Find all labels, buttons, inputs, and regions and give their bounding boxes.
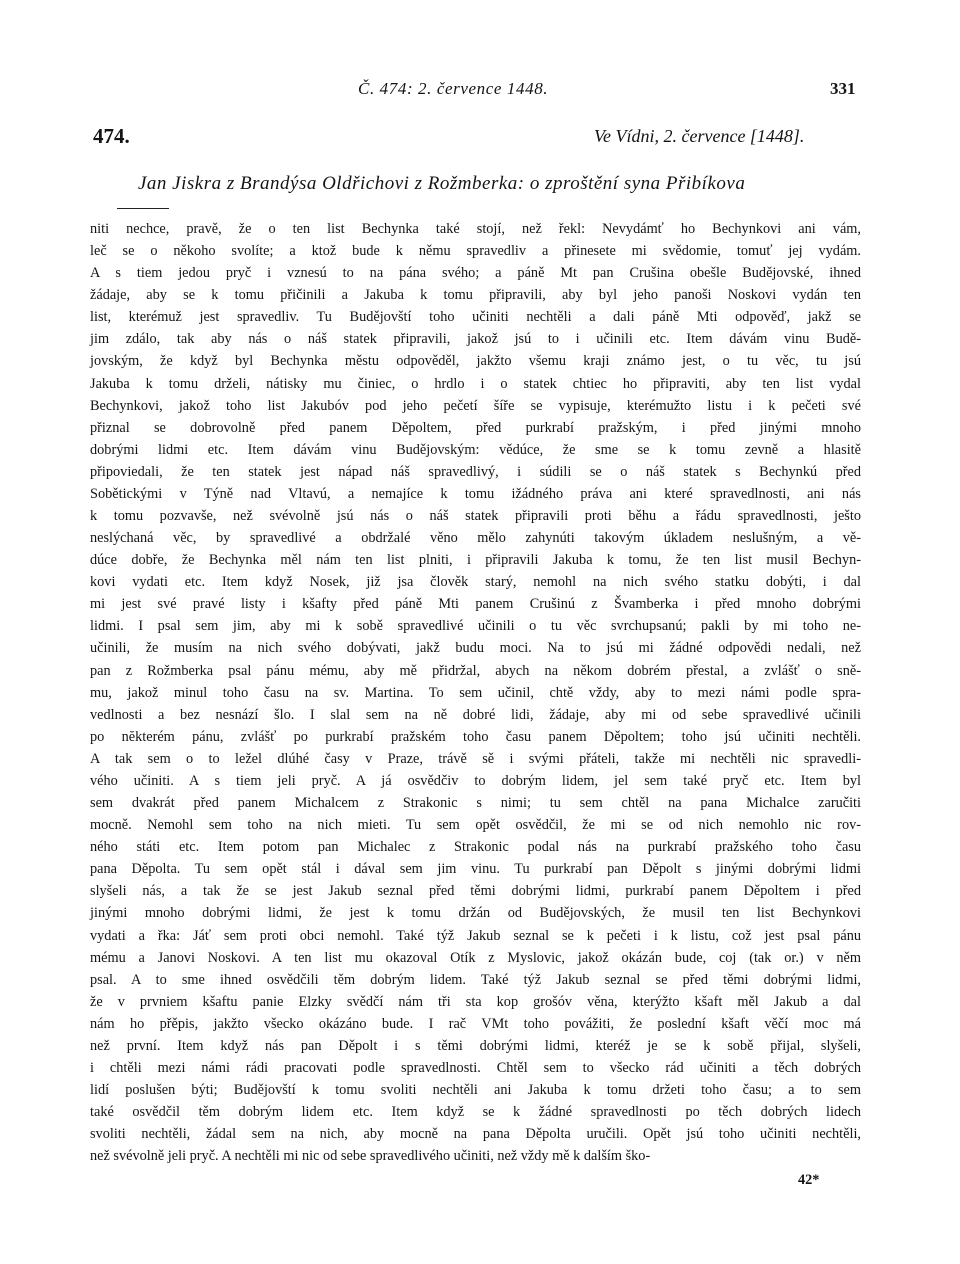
text-line: po nĕkterém pánu, zvlášť po purkrabí pražském toho času panem Děpoltem; toho jsú učiniti nechtěli. <box>90 728 861 745</box>
text-line: A s tiem jedou pryč i vznesú to na pána svého; a páně Mt pan Crušina obešle Budějovské, ihned <box>90 265 861 282</box>
text-line: než první. Item když nás pan Děpolt i s těmi dobrými lidmi, kteréž je se k sobě přijal, slyšeli, <box>90 1037 861 1054</box>
text-line: k tomu pozvavše, než svévolně jsú nás o náš statek připravili proti běhu a řádu spravedlnosti, ješto <box>90 508 861 525</box>
text-line: Jakuba k tomu drželi, nátisky mu činiec, o hrdlo i o statek chtiec ho připraviti, aby ten list vydal <box>90 375 861 392</box>
text-line: lidmi. I psal sem jim, aby mi k sobě spravedlivé učinili o tu věc svrchupsanú; pakli by mi toho ne- <box>90 618 861 635</box>
text-line: také osvědčil těm dobrým lidem etc. Item když se k žádné spravedlnosti po těch dobrých lidech <box>90 1104 861 1121</box>
text-line: vydati a řka: Jáť sem proti obci nemohl. Také týž Jakub seznal se k pečeti i k listu, což jest psal pánu <box>90 927 861 944</box>
text-line: lidí poslušen býti; Budějovští k tomu svoliti nechtěli ani Jakuba k tomu držeti toho času; a to sem <box>90 1082 861 1099</box>
text-line: jovským, že když byl Bechynka městu odpověděl, jakžto všemu kraji známo jest, o tu věc, tu jsú <box>90 353 861 370</box>
document-regest: Jan Jiskra z Brandýsa Oldřichovi z Rožmberka: o zproštění syna Přibíkova <box>138 173 746 194</box>
text-line: sem dvakrát před panem Michalcem z Strakonic s nimi; tu sem chtěl na pana Michalce zaručiti <box>90 795 861 812</box>
text-line: niti nechce, pravě, že o ten list Bechynka také stojí, než řekl: Nevydámť ho Bechynkovi ani vám, <box>90 221 861 237</box>
text-line: jinými mnoho dobrými lidmi, že jest k tomu držán od Budějovských, že musil ten list Bechynkovi <box>90 905 861 922</box>
text-line: než svévolně jeli pryč. A nechtěli mi nic od sebe spravedlivého učiniti, než vždy mě k dalším ško- <box>90 1148 651 1165</box>
text-line: dobrými lidmi etc. Item dávám vinu Budějovským: vědúce, že sme se k tomu zevně a hlasitě <box>90 441 861 458</box>
text-line: neslýchaná věc, by spravedlivé a obdržalé věno mělo zahynúti takovým úkladem neslušným, a vě- <box>90 530 861 547</box>
text-line: jim zdálo, tak aby nás o náš statek připravili, jakož jsú to i učinili etc. Item dávám vinu Budě- <box>90 331 861 348</box>
text-line: mému a Janovi Noskovi. A ten list mu okazoval Otík z Myslovic, jakož okázán bude, coj (tak or.) v něm <box>90 949 861 966</box>
text-line: kovi vydati etc. Item když Nosek, již jsa člověk starý, nemohl na nich svého statku dobýti, i dal <box>90 574 861 591</box>
document-number: 474. <box>93 124 130 148</box>
text-line: dúce dobře, že Bechynka měl nám ten list plniti, i připravili Jakuba k tomu, že ten list musil Bechyn- <box>90 552 861 569</box>
running-title: Č. 474: 2. července 1448. <box>358 79 549 98</box>
text-line: Sobětickými v Týně nad Vltavú, a nemajíce k tomu ižádného práva ani které spravedlnosti, ani nás <box>90 485 861 502</box>
page-number: 331 <box>830 79 856 98</box>
text-line: svoliti nechtěli, žádal sem na nich, aby mocně na pana Děpolta uručili. Opět jsú toho učiniti nechtěli, <box>90 1126 861 1143</box>
text-line: učinili, že musím na nich svého dobývati, jakž budu moci. Na to jsú mi žádné odpovědi nedali, než <box>90 640 861 657</box>
text-line: pan z Rožmberka psal pánu mému, aby mě přidržal, abych na někom dobrém přestal, a zvlášť o sně- <box>90 662 861 679</box>
text-line: psal. A to sme ihned osvědčili těm dobrým lidem. Také týž Jakub seznal se před těmi dobrými lidmi, <box>90 971 861 988</box>
text-line: mi jest své pravé listy i kšafty před páně Mti panem Crušinú z Švamberka i před mnoho dobrými <box>90 596 861 613</box>
text-line: i chtěli mezi námi rádi pracovati podle spravedlnosti. Chtěl sem to všecko rád učiniti a těch dobrých <box>90 1059 861 1076</box>
separator-rule <box>117 208 169 209</box>
text-line: mu, jakož minul toho času na sv. Martina. To sem učinil, chtě vždy, aby to mezi námi podle spra- <box>90 684 861 701</box>
text-line: mocně. Nemohl sem toho na nich mieti. Tu sem opět osvědčil, že mi se od nich nemohlo nic rov- <box>90 817 861 834</box>
text-line: pana Děpolta. Tu sem opět stál i dával sem jim vinu. Tu purkrabí pan Děpolt s jinými dobrými lidmi <box>90 861 861 878</box>
text-line: připoviedali, že ten statek jest nápad náš spravedlivý, i súdili se o náš statek s Bechynkú před <box>90 463 861 480</box>
text-line: přiznal se dobrovolně před panem Děpoltem, před purkrabí pražským, i před jinými mnoho <box>90 419 861 436</box>
text-line: vedlnosti a bez nesnází šlo. I slal sem na ně dobré lidi, žádaje, aby mi od sebe spravedlivé učinili <box>90 706 861 723</box>
text-line: list, kterémuž jest spravedliv. Tu Budějovští toho učiniti nechtěli a dali páně Mti odpověď, jakž se <box>90 309 861 326</box>
text-line: Bechynkovi, jakož toho list Jakubóv pod jeho pečetí šíře se vypisuje, kterémužto listu i k pečeti své <box>90 397 861 414</box>
body-text <box>90 218 861 1167</box>
text-line: ného státi etc. Item potom pan Michalec z Strakonic podal nás na purkrabí pražského toho času <box>90 839 861 856</box>
text-line: leč se o někoho svolíte; a ktož bude k němu spravedliv a přinesete mi svědomie, tomuť jej vydám. <box>90 243 861 260</box>
running-head <box>0 79 960 103</box>
document-heading <box>0 124 960 154</box>
signature-mark: 42* <box>798 1172 820 1188</box>
text-line: slyšeli nás, a tak že se jest Jakub seznal před těmi dobrými lidmi, purkrabí panem Děpoltem i před <box>90 883 861 900</box>
document-place-date: Ve Vídni, 2. července [1448]. <box>594 126 805 146</box>
text-line: žádaje, aby se k tomu přičinili a Jakuba k tomu připravili, aby byl jeho panoši Noskovi vydán ten <box>90 287 861 304</box>
text-line: že v prvniem kšaftu panie Elzky svědčí nám tři sta kop grošóv věna, kterýžto kšaft měl Jakub a dal <box>90 993 861 1010</box>
text-line: A tak sem o to ležel dlúhé časy v Praze, trávě sě i svými přáteli, takže mi nechtěli nic spravedli- <box>90 750 861 767</box>
text-line: vého učiniti. A s tiem jeli pryč. A já osvědčiv to dobrým lidem, jel sem také pryč etc. Item byl <box>90 772 861 789</box>
text-line: nám ho přěpis, jakžto všecko okázáno bude. I rač VMt toho povážiti, že poslední kšaft věčí moc má <box>90 1015 861 1032</box>
